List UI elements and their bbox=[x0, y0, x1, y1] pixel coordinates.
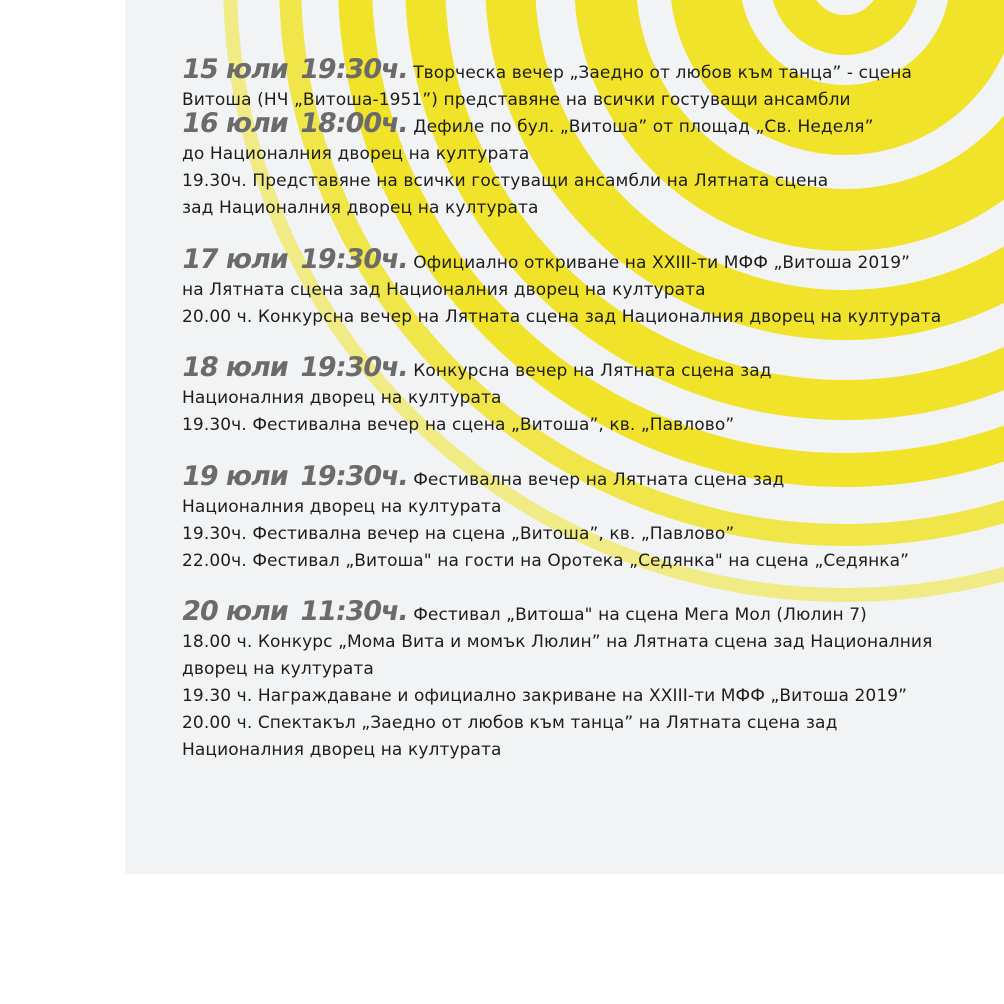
event-date: 18 юли bbox=[179, 352, 291, 383]
event-15-july bbox=[179, 54, 997, 114]
event-detail-line: до Националния дворец на културата bbox=[182, 144, 530, 164]
event-19-july bbox=[179, 461, 997, 575]
event-title-line bbox=[179, 596, 997, 629]
event-detail-line: 22.00ч. Фестивал „Витоша" на гости на Оротека „Седянка" на сцена „Седянка” bbox=[182, 551, 910, 571]
event-date: 15 юли bbox=[179, 54, 291, 85]
event-detail-line: 19.30ч. Фестивална вечер на сцена „Витоша”, кв. „Павлово” bbox=[182, 524, 735, 544]
event-title-line bbox=[179, 352, 997, 385]
event-date: 19 юли bbox=[179, 461, 291, 492]
event-title: Конкурсна вечер на Лятната сцена зад bbox=[413, 361, 772, 381]
event-18-july bbox=[179, 352, 997, 439]
event-title-line bbox=[179, 461, 997, 494]
event-detail-line: Националния дворец на културата bbox=[182, 740, 502, 760]
event-detail-line: дворец на културата bbox=[182, 659, 374, 679]
event-title-line bbox=[179, 54, 997, 87]
event-time: 18:00ч. bbox=[297, 108, 411, 139]
event-detail-line: на Лятната сцена зад Националния дворец на културата bbox=[182, 280, 706, 300]
event-time: 19:30ч. bbox=[297, 461, 411, 492]
event-detail-line: зад Националния дворец на културата bbox=[182, 198, 539, 218]
event-title: Творческа вечер „Заедно от любов към танца” - сцена bbox=[413, 63, 913, 83]
event-17-july bbox=[179, 244, 997, 331]
event-time: 19:30ч. bbox=[297, 244, 411, 275]
event-title: Официално откриване на XXIII-ти МФФ „Витоша 2019” bbox=[413, 253, 911, 273]
event-20-july bbox=[179, 596, 997, 764]
event-detail-line: Националния дворец на културата bbox=[182, 497, 502, 517]
event-16-july bbox=[179, 108, 997, 222]
event-date: 20 юли bbox=[179, 596, 291, 627]
event-detail-line: Националния дворец на културата bbox=[182, 388, 502, 408]
event-time: 11:30ч. bbox=[297, 596, 411, 627]
event-title: Дефиле по бул. „Витоша” от площад „Св. Неделя” bbox=[413, 117, 874, 137]
event-detail-line: 19.30ч. Представяне на всички гостуващи ансамбли на Лятната сцена bbox=[182, 171, 829, 191]
event-detail-line: 20.00 ч. Конкурсна вечер на Лятната сцена зад Националния дворец на културата bbox=[182, 307, 942, 327]
event-detail-line: Витоша (НЧ „Витоша-1951”) представяне на всички гостуващи ансамбли bbox=[182, 90, 851, 110]
event-title-line bbox=[179, 244, 997, 277]
event-detail-line: 19.30 ч. Награждаване и официално закриване на XXIII-ти МФФ „Витоша 2019” bbox=[182, 686, 908, 706]
event-date: 17 юли bbox=[179, 244, 291, 275]
event-time: 19:30ч. bbox=[297, 54, 411, 85]
event-title-line bbox=[179, 108, 997, 141]
event-detail-line: 19.30ч. Фестивална вечер на сцена „Витоша”, кв. „Павлово” bbox=[182, 415, 735, 435]
event-title: Фестивална вечер на Лятната сцена зад bbox=[413, 470, 785, 490]
event-date: 16 юли bbox=[179, 108, 291, 139]
event-time: 19:30ч. bbox=[297, 352, 411, 383]
event-detail-line: 20.00 ч. Спектакъл „Заедно от любов към танца” на Лятната сцена зад bbox=[182, 713, 838, 733]
event-title: Фестивал „Витоша" на сцена Мега Мол (Люлин 7) bbox=[413, 605, 867, 625]
event-detail-line: 18.00 ч. Конкурс „Мома Вита и момък Люлин” на Лятната сцена зад Националния bbox=[182, 632, 933, 652]
